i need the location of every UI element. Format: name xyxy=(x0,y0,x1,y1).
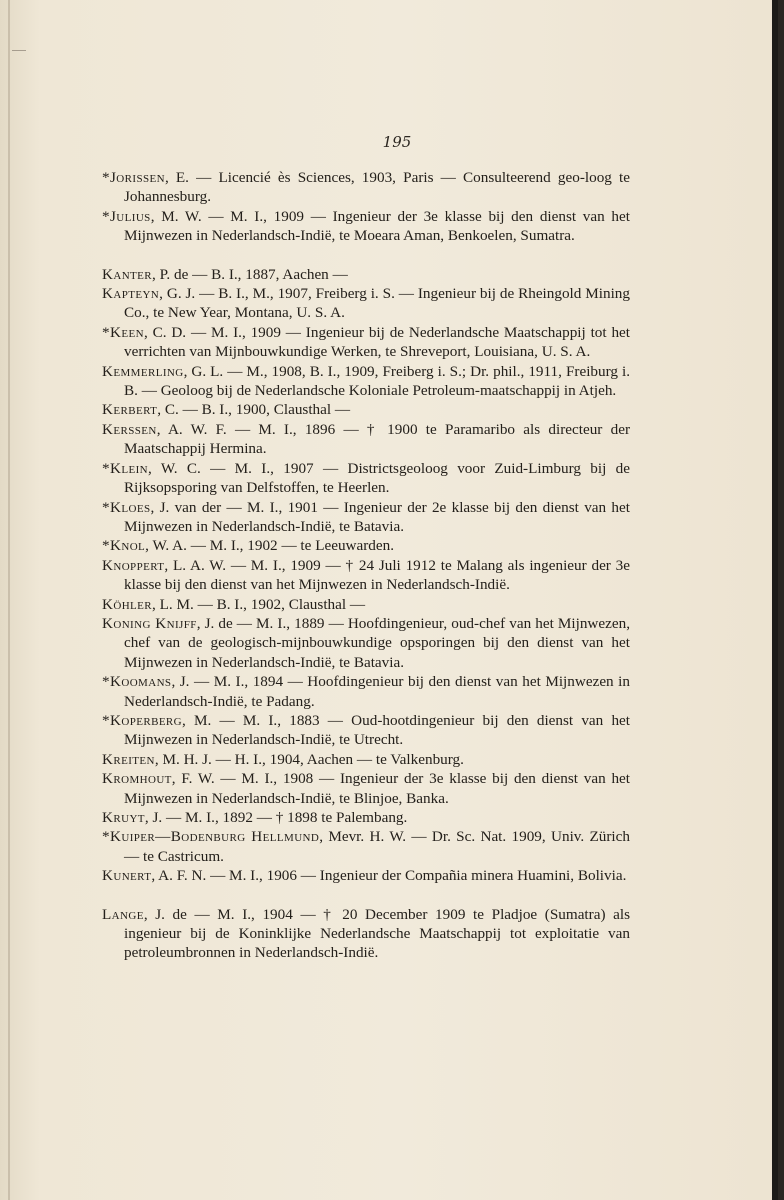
entry-name: *Jorissen xyxy=(102,169,165,186)
entry-julius xyxy=(102,207,630,246)
entry-text: , G. L. — M., 1908, B. I., 1909, Freiberg i. S.; Dr. phil., 1911, Freiburg i. B. — Geoloog bij de Nederlandsche Koloniale Petroleum-maatschappij in Atjeh. xyxy=(124,362,630,400)
page-edge xyxy=(772,0,778,1200)
entry-kuiper-bodenburg xyxy=(102,827,630,866)
entry-text: , C. — B. I., 1900, Clausthal — xyxy=(157,401,351,419)
entry-kapteyn xyxy=(102,284,630,323)
entry-knoppert xyxy=(102,556,630,595)
entry-kloes xyxy=(102,498,630,537)
entry-text: , M. — M. I., 1883 — Oud-hootdingenieur bij den dienst van het Mijnwezen in Nederlandsch-Indië, te Utrecht. xyxy=(124,711,630,749)
entry-text: , E. — Licencié ès Sciences, 1903, Paris — Consulteerend geo-loog te Johannesburg. xyxy=(124,169,630,206)
entry-name: Kunert xyxy=(102,867,152,885)
entry-koomans xyxy=(102,672,630,711)
register-entries xyxy=(102,168,630,963)
entry-koning-knijff xyxy=(102,614,630,672)
entry-name: *Keen xyxy=(102,323,144,341)
entry-klein xyxy=(102,459,630,498)
entry-name: Köhler xyxy=(102,595,153,613)
binding-mark xyxy=(12,50,26,51)
entry-text: , J. — M. I., 1892 — † 1898 te Palembang. xyxy=(144,809,408,826)
entry-name: *Kuiper—Bodenburg Hellmund xyxy=(102,828,320,846)
page-number: 195 xyxy=(382,133,412,151)
entry-kunert xyxy=(102,866,630,885)
entry-text: , W. C. — M. I., 1907 — Districtsgeoloog voor Zuid-Limburg bij de Rijksopsporing van Delfstoffen, te Heerlen. xyxy=(124,459,630,497)
entry-lange xyxy=(102,905,630,963)
binding-shadow xyxy=(8,0,10,1200)
entry-kromhout xyxy=(102,769,630,808)
entry-kreiten xyxy=(102,750,630,769)
entry-text: , C. D. — M. I., 1909 — Ingenieur bij de Nederlandsche Maatschappij tot het verrichten van Mijnbouwkundige Werken, te Shreveport, Louisiana, U. S. A. xyxy=(124,323,630,361)
entry-kanter xyxy=(102,265,630,284)
entry-name: Kerssen xyxy=(102,420,157,438)
entry-text: , W. A. — M. I., 1902 — te Leeuwarden. xyxy=(145,537,395,555)
entry-jorissen xyxy=(102,168,630,207)
entry-name: Kemmerling xyxy=(102,362,184,380)
entry-name: *Klein xyxy=(102,459,149,477)
entry-name: Kruyt xyxy=(102,809,145,826)
entry-name: *Julius xyxy=(102,207,151,225)
entry-kerbert xyxy=(102,400,630,419)
entry-name: Knoppert xyxy=(102,556,165,574)
entry-name: Kromhout xyxy=(102,770,172,788)
entry-text: , P. de — B. I., 1887, Aachen — xyxy=(152,265,348,283)
entry-text: , F. W. — M. I., 1908 — Ingenieur der 3e klasse bij den dienst van het Mijnwezen in Nederlandsch-Indië, te Blinjoe, Banka. xyxy=(124,770,630,807)
entry-text: , M. W. — M. I., 1909 — Ingenieur der 3e klasse bij den dienst van het Mijnwezen in Nederlandsch-Indië, te Moeara Aman, Benkoelen, Sumatra. xyxy=(124,207,630,245)
entry-text: , A. W. F. — M. I., 1896 — † 1900 te Paramaribo als directeur der Maatschappij Hermina. xyxy=(124,420,630,458)
entry-name: Kerbert xyxy=(102,401,158,419)
entry-text: , J. van der — M. I., 1901 — Ingenieur der 2e klasse bij den dienst van het Mijnwezen in Nederlandsch-Indië, te Batavia. xyxy=(124,498,630,535)
entry-kruyt xyxy=(102,808,630,827)
entry-kemmerling xyxy=(102,362,630,401)
entry-name: *Koperberg xyxy=(102,711,183,729)
entry-name: Lange xyxy=(102,905,144,923)
entry-koperberg xyxy=(102,711,630,750)
entry-name: Kreiten xyxy=(102,750,155,768)
entry-text: , A. F. N. — M. I., 1906 — Ingenieur der Compañia minera Huamini, Bolivia. xyxy=(151,867,627,885)
entry-kerssen xyxy=(102,420,630,459)
entry-name: *Kloes xyxy=(102,498,151,516)
entry-name: *Knol xyxy=(102,537,146,555)
entry-text: , L. A. W. — M. I., 1909 — † 24 Juli 1912 te Malang als ingenieur der 3e klasse bij den dienst van het Mijnwezen in Nederlandsch-Indië. xyxy=(124,556,630,594)
entry-name: *Koomans xyxy=(102,673,172,691)
entry-knol xyxy=(102,536,630,555)
entry-name: Koning Knijff xyxy=(102,614,197,632)
entry-name: Kanter xyxy=(102,265,153,283)
entry-keen xyxy=(102,323,630,362)
entry-text: , G. J. — B. I., M., 1907, Freiberg i. S. — Ingenieur bij de Rheingold Mining Co., te New Year, Montana, U. S. A. xyxy=(124,285,630,322)
entry-text: , M. H. J. — H. I., 1904, Aachen — te Valkenburg. xyxy=(154,750,464,768)
entry-kohler xyxy=(102,595,630,614)
entry-text: , J. — M. I., 1894 — Hoofdingenieur bij den dienst van het Mijnwezen in Nederlandsch-Indië, te Padang. xyxy=(124,673,630,710)
entry-text: , L. M. — B. I., 1902, Clausthal — xyxy=(152,595,366,613)
entry-name: Kapteyn xyxy=(102,285,160,303)
entry-text: , J. de — M. I., 1904 — † 20 December 1909 te Pladjoe (Sumatra) als ingenieur bij de Koninklijke Nederlandsche Maatschappij tot exploitatie van petroleumbronnen in Nederlandsch-Indië. xyxy=(124,905,630,962)
entry-text: , J. de — M. I., 1889 — Hoofdingenieur, oud-chef van het Mijnwezen, chef van de geologisch-mijnbouwkundige opsporingen bij den dienst van het Mijnwezen in Nederlandsch-Indië, te Batavia. xyxy=(124,614,630,671)
entry-text: , Mevr. H. W. — Dr. Sc. Nat. 1909, Univ. Zürich — te Castricum. xyxy=(124,828,630,865)
